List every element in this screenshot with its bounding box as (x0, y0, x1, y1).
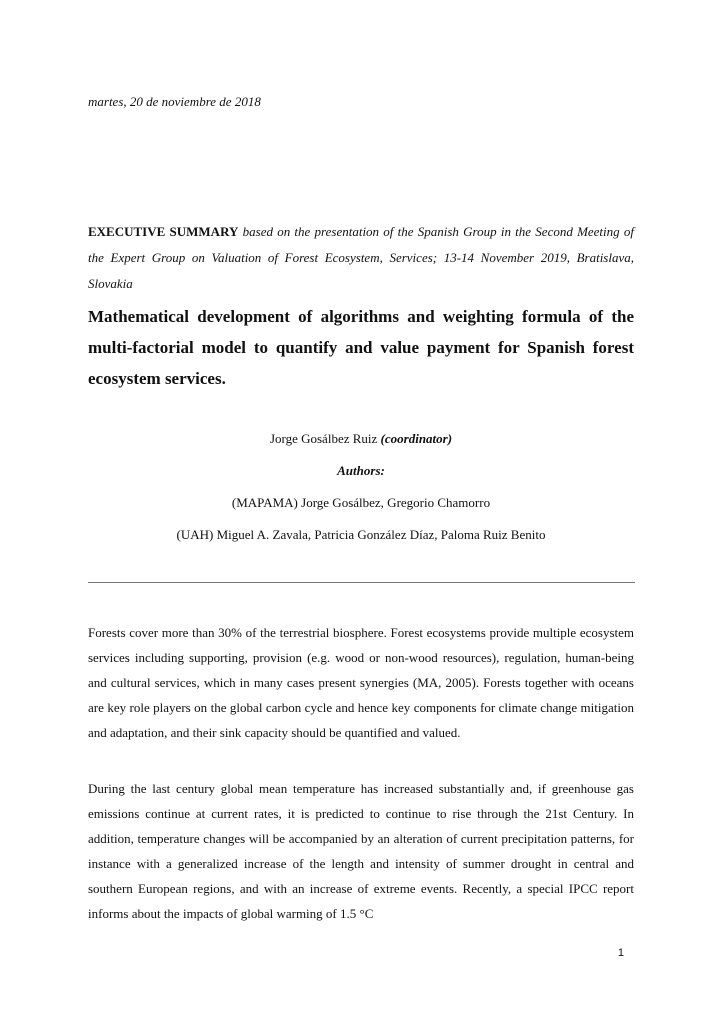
executive-summary-intro (88, 219, 634, 297)
authors-label: Authors: (337, 463, 385, 478)
section-divider (88, 582, 635, 583)
authors-mapama: (MAPAMA) Jorge Gosálbez, Gregorio Chamorro (231, 495, 491, 510)
authors-uah: (UAH) Miguel A. Zavala, Patricia González Díaz, Paloma Ruiz Benito (176, 527, 546, 542)
coordinator-role: (coordinator) (380, 431, 453, 446)
coordinator-name: Jorge Gosálbez Ruiz (269, 431, 378, 446)
body-paragraph: During the last century global mean temperature has increased substantially and, if greenhouse gas emissions continue at current rates, it is predicted to continue to rise through the 21st Century. In addition, temperature changes will be accompanied by an alteration of current precipitation patterns, for instance with a generalized increase of the length and intensity of summer drought in central and southern European regions, and with an increase of extreme events. Recently, a special IPCC report informs about the impacts of global warming of 1.5 °C (88, 781, 634, 921)
document-title: Mathematical development of algorithms and weighting formula of the multi-factorial model to quantify and value payment for Spanish forest ecosystem services. (88, 307, 634, 388)
executive-summary-context: based on the presentation of the Spanish Group in the Second Meeting of the Expert Group on Valuation of Forest Ecosystem, Services; 13-14 November 2019, Bratislava, Slovakia (88, 224, 635, 291)
document-date: martes, 20 de noviembre de 2018 (88, 94, 261, 109)
page-number: 1 (617, 947, 624, 959)
coordinator-line (88, 431, 634, 447)
body-paragraph: Forests cover more than 30% of the terrestrial biosphere. Forest ecosystems provide multiple ecosystem services including supporting, provision (e.g. wood or non-wood resources), regulation, human-being and cultural services, which in many cases present synergies (MA, 2005). Forests together with oceans are key role players on the global carbon cycle and hence key components for climate change mitigation and adaptation, and their sink capacity should be quantified and valued. (88, 625, 634, 740)
executive-summary-label: EXECUTIVE SUMMARY (88, 224, 239, 239)
